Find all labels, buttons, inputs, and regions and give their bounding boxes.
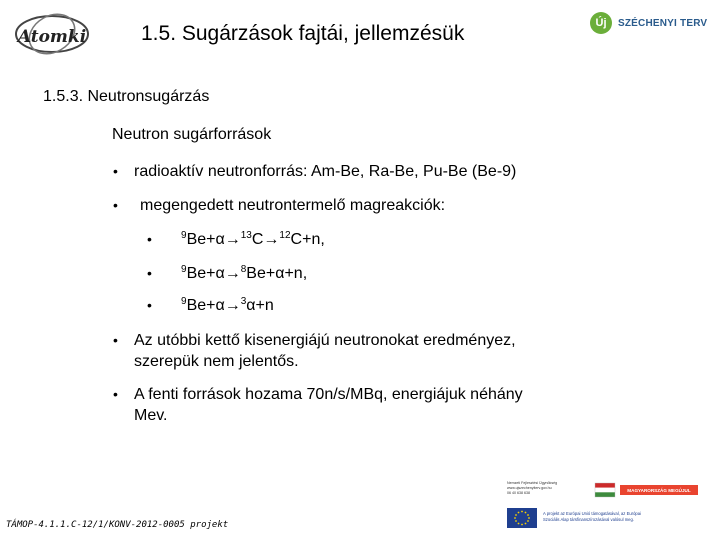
- bullet-reactions: megengedett neutrontermelő magreakciók:: [140, 197, 446, 214]
- sub-bullet-dot: •: [147, 265, 152, 281]
- svg-text:MAGYARORSZÁG MEGÚJUL: MAGYARORSZÁG MEGÚJUL: [627, 487, 691, 493]
- bullet-sources: radioaktív neutronforrás: Am-Be, Ra-Be, Pu-Be (Be-9): [134, 163, 517, 180]
- section-heading: Neutron sugárforrások: [112, 126, 272, 143]
- page-title: 1.5. Sugárzások fajtái, jellemzésük: [141, 22, 465, 45]
- sub-bullet-dot: •: [147, 231, 152, 247]
- svg-text:A projekt az Európai Unió támo: A projekt az Európai Unió támogatásával, az Európai: [543, 511, 641, 516]
- svg-text:www.ujszechenyiterv.gov.hu: www.ujszechenyiterv.gov.hu: [507, 486, 552, 490]
- szechenyi-mark: Új: [590, 12, 612, 34]
- reaction-3: $^9$Be+α→$^3$α+n: [181, 296, 274, 314]
- svg-text:Nemzeti Fejlesztési Ügynökség: Nemzeti Fejlesztési Ügynökség: [507, 481, 558, 485]
- bullet-dot: •: [113, 332, 118, 348]
- sub-bullet-dot: •: [147, 297, 152, 313]
- funding-block: [503, 478, 713, 534]
- section-subtitle: 1.5.3. Neutronsugárzás: [43, 88, 210, 105]
- svg-text:Szociális Alap társfinanszíroz: Szociális Alap társfinanszírozásával valósul meg.: [543, 517, 635, 522]
- atomki-logo: [8, 6, 100, 60]
- bullet-dot: •: [113, 386, 118, 402]
- svg-text:06 40 638 638: 06 40 638 638: [507, 491, 530, 495]
- szechenyi-logo: [590, 10, 707, 36]
- bullet-dot: •: [113, 163, 118, 179]
- reaction-2: $^9$Be+α→$^8$Be+α+n,: [181, 264, 308, 282]
- szechenyi-text: SZÉCHENYI TERV: [618, 17, 708, 29]
- bullet-yield: A fenti források hozama 70n/s/MBq, energiájuk néhány Mev.: [134, 386, 523, 424]
- project-footer: TÁMOP-4.1.1.C-12/1/KONV-2012-0005 projekt: [6, 520, 229, 530]
- atomki-logo-text: Atomki: [17, 27, 87, 47]
- bullet-low-energy: Az utóbbi kettő kisenergiájú neutronokat eredményez, szerepük nem jelentős.: [134, 332, 516, 370]
- bullet-dot: •: [113, 197, 118, 213]
- reaction-1: $^9$Be+α→$^{13}$C→$^{12}$C+n,: [181, 230, 325, 248]
